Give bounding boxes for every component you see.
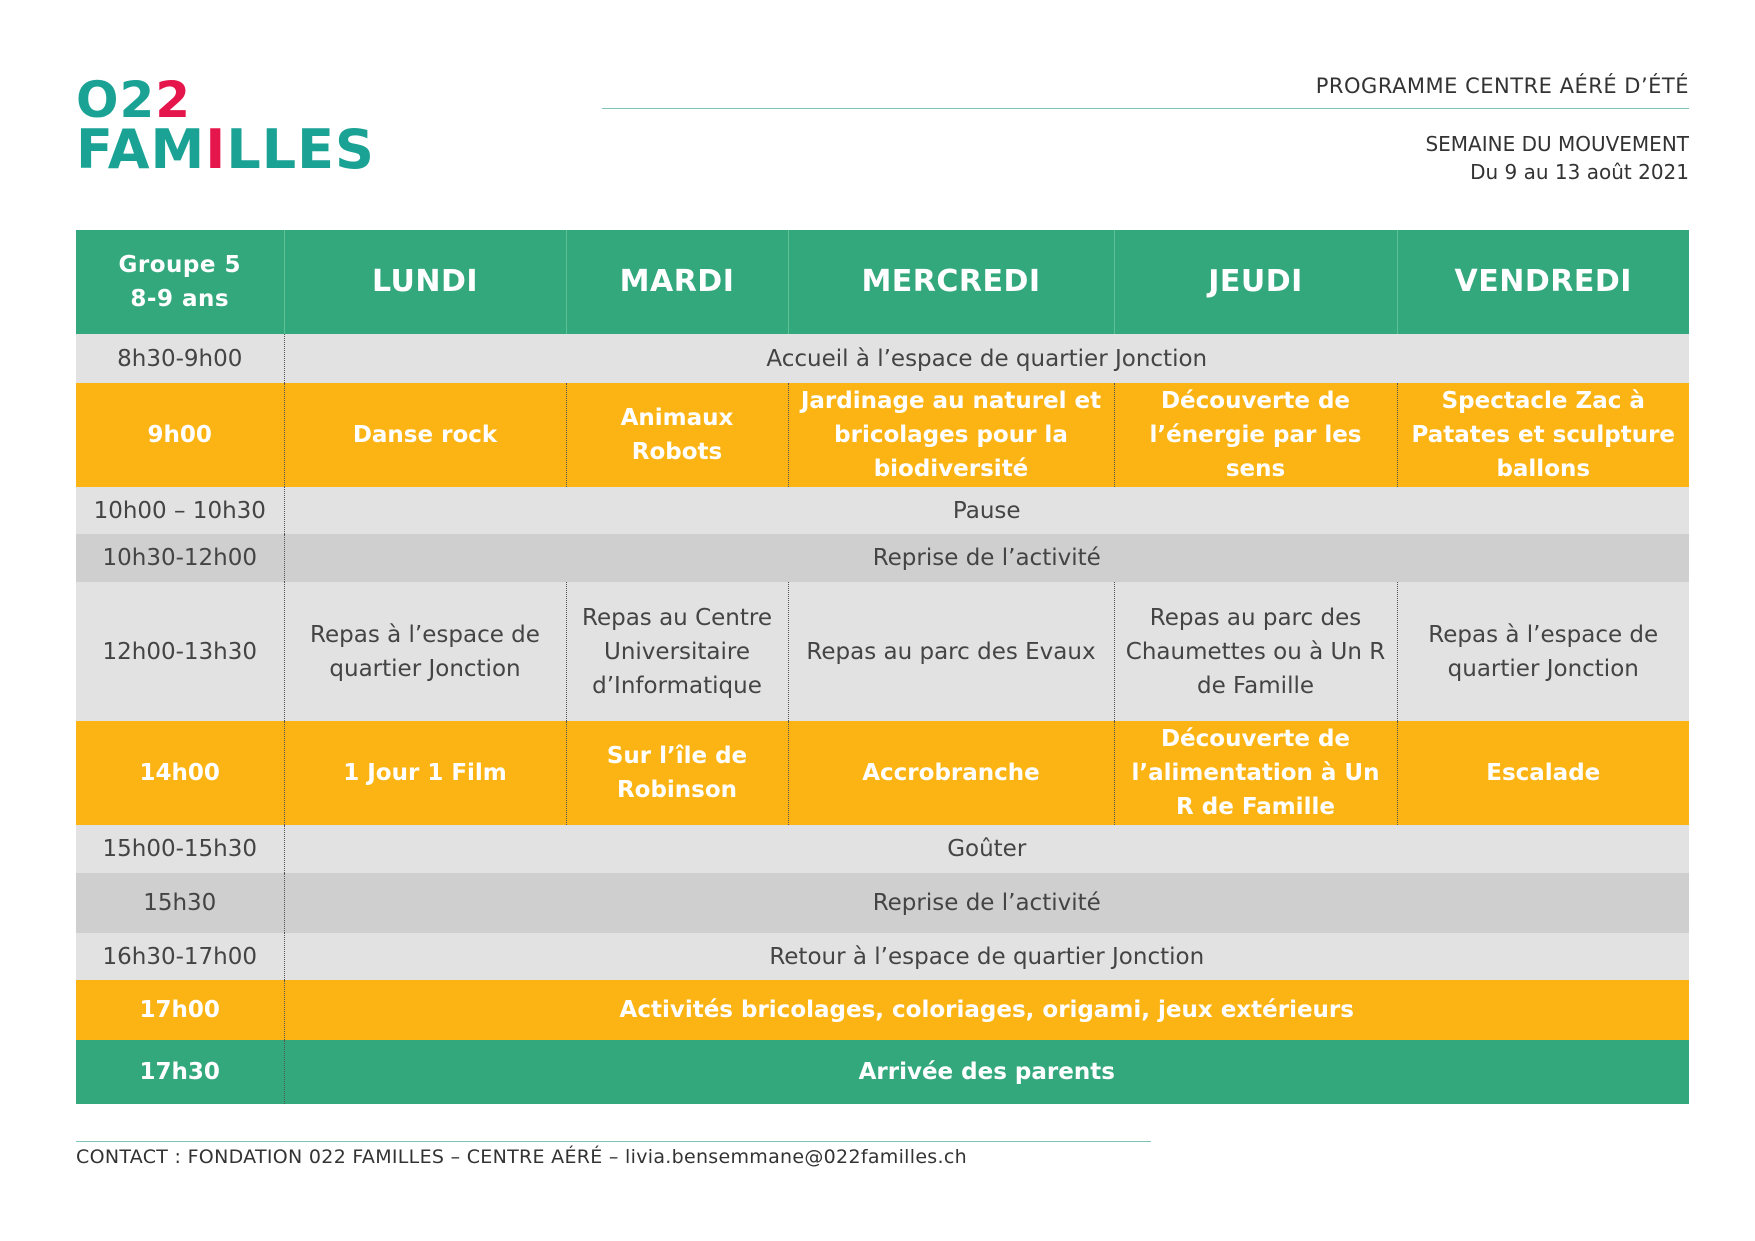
- activity-cell: Accrobranche: [788, 721, 1114, 825]
- activity-cell: Escalade: [1397, 721, 1689, 825]
- meal-cell: Repas à l’espace de quartier Jonction: [284, 582, 566, 721]
- time-cell: 17h00: [76, 980, 284, 1040]
- activity-cell: 1 Jour 1 Film: [284, 721, 566, 825]
- logo: [76, 71, 375, 181]
- table-header-row: [76, 230, 1689, 334]
- logo-line-2: FAMILLES: [76, 118, 375, 181]
- activity-cell: Sur l’île de Robinson: [566, 721, 788, 825]
- all-days-cell: Accueil à l’espace de quartier Jonction: [284, 334, 1689, 383]
- program-title: PROGRAMME CENTRE AÉRÉ D’ÉTÉ: [1315, 74, 1689, 98]
- time-cell: 15h30: [76, 873, 284, 933]
- week-dates: Du 9 au 13 août 2021: [1470, 160, 1689, 184]
- day-header: VENDREDI: [1397, 230, 1689, 334]
- time-cell: 14h00: [76, 721, 284, 825]
- table-row: [76, 582, 1689, 721]
- activity-cell: Animaux Robots: [566, 383, 788, 487]
- day-header: LUNDI: [284, 230, 566, 334]
- week-info: [1425, 130, 1689, 186]
- time-cell: 16h30-17h00: [76, 933, 284, 980]
- table-row: [76, 933, 1689, 980]
- activity-cell: Danse rock: [284, 383, 566, 487]
- time-cell: 15h00-15h30: [76, 825, 284, 873]
- group-label: Groupe 5 8-9 ans: [76, 230, 284, 334]
- all-days-cell: Retour à l’espace de quartier Jonction: [284, 933, 1689, 980]
- meal-cell: Repas au parc des Evaux: [788, 582, 1114, 721]
- table-row: [76, 383, 1689, 487]
- week-name: SEMAINE DU MOUVEMENT: [1425, 132, 1689, 156]
- table-row: [76, 873, 1689, 933]
- table-row: [76, 721, 1689, 825]
- all-days-cell: Reprise de l’activité: [284, 534, 1689, 582]
- footer-divider: [76, 1141, 1151, 1142]
- day-header: JEUDI: [1114, 230, 1397, 334]
- time-cell: 9h00: [76, 383, 284, 487]
- all-days-cell: Goûter: [284, 825, 1689, 873]
- all-days-cell: Activités bricolages, coloriages, origami, jeux extérieurs: [284, 980, 1689, 1040]
- activity-cell: Spectacle Zac à Patates et sculpture ballons: [1397, 383, 1689, 487]
- table-row: [76, 825, 1689, 873]
- day-header: MERCREDI: [788, 230, 1114, 334]
- meal-cell: Repas à l’espace de quartier Jonction: [1397, 582, 1689, 721]
- all-days-cell: Arrivée des parents: [284, 1040, 1689, 1104]
- table-row: [76, 487, 1689, 534]
- time-cell: 10h30-12h00: [76, 534, 284, 582]
- meal-cell: Repas au Centre Universitaire d’Informatique: [566, 582, 788, 721]
- day-header: MARDI: [566, 230, 788, 334]
- header-divider: [602, 108, 1689, 109]
- time-cell: 12h00-13h30: [76, 582, 284, 721]
- time-cell: 8h30-9h00: [76, 334, 284, 383]
- schedule-table: [76, 230, 1689, 1104]
- table-row: [76, 534, 1689, 582]
- activity-cell: Jardinage au naturel et bricolages pour la biodiversité: [788, 383, 1114, 487]
- table-row: [76, 334, 1689, 383]
- activity-cell: Découverte de l’alimentation à Un R de Famille: [1114, 721, 1397, 825]
- table-row: [76, 980, 1689, 1040]
- meal-cell: Repas au parc des Chaumettes ou à Un R de Famille: [1114, 582, 1397, 721]
- time-cell: 17h30: [76, 1040, 284, 1104]
- all-days-cell: Pause: [284, 487, 1689, 534]
- all-days-cell: Reprise de l’activité: [284, 873, 1689, 933]
- logo-line-1: O22: [76, 71, 192, 129]
- table-row: [76, 1040, 1689, 1104]
- footer-contact: CONTACT : FONDATION 022 FAMILLES – CENTRE AÉRÉ – livia.bensemmane@022familles.ch: [76, 1146, 967, 1168]
- time-cell: 10h00 – 10h30: [76, 487, 284, 534]
- activity-cell: Découverte de l’énergie par les sens: [1114, 383, 1397, 487]
